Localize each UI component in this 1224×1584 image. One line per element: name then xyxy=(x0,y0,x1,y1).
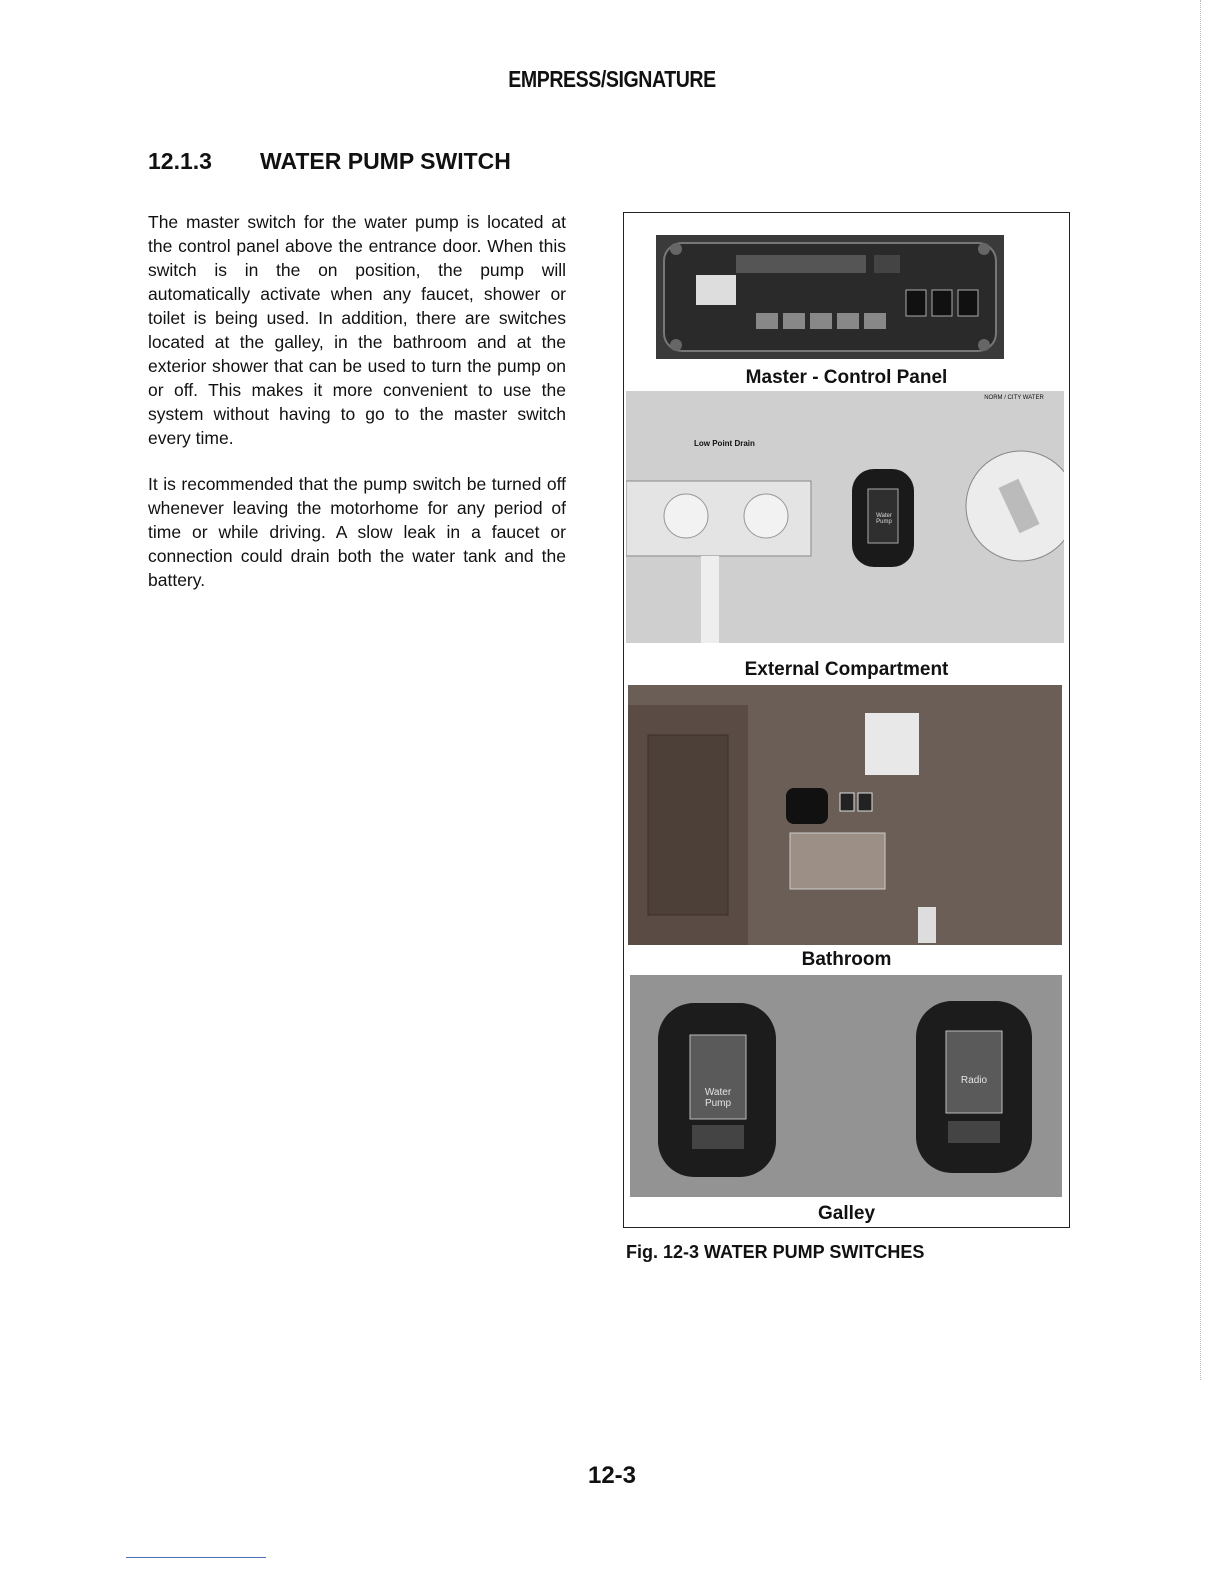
label-water-pump-switch: Water Pump xyxy=(876,513,892,525)
label-low-point-drain: Low Point Drain xyxy=(694,439,755,448)
photo-bathroom xyxy=(628,685,1062,945)
figure-caption: Fig. 12-3 WATER PUMP SWITCHES xyxy=(626,1242,925,1262)
external-compartment-image xyxy=(626,391,1064,643)
paragraph-1: The master switch for the water pump is located at the control panel above the entrance door. When this switch is in the on position, the pump will automatically activate when any faucet, shower or toilet is being used. In addition, there are switches located at the galley, in the bathroom and at the exterior shower that can be used to turn the pump on or off. This makes it more convenient to use the system without having to go to the master switch every time. xyxy=(148,212,566,448)
page-header: EMPRESS/SIGNATURE xyxy=(508,66,716,92)
galley-switch-right-label: Radio xyxy=(960,1075,988,1086)
caption-external-compartment: External Compartment xyxy=(744,659,949,680)
photo-galley xyxy=(630,975,1062,1197)
page-number: 12-3 xyxy=(587,1462,637,1489)
bathroom-image xyxy=(628,685,1062,945)
caption-master-control-panel: Master - Control Panel xyxy=(745,367,948,388)
page-edge-rule xyxy=(1200,0,1201,1380)
section-number: 12.1.3 xyxy=(148,148,212,174)
caption-galley: Galley xyxy=(817,1203,876,1224)
section-title: WATER PUMP SWITCH xyxy=(260,148,511,174)
galley-image xyxy=(630,975,1062,1197)
caption-bathroom: Bathroom xyxy=(801,949,892,970)
photo-control-panel xyxy=(656,235,1004,359)
label-fill-norm-city-water: NORM / CITY WATER xyxy=(984,395,1044,401)
photo-external-compartment xyxy=(626,391,1064,643)
figure-frame xyxy=(623,212,1070,1228)
galley-switch-left-label: Water Pump xyxy=(704,1087,732,1109)
paragraph-2: It is recommended that the pump switch be turned off whenever leaving the motorhome for any period of time or while driving. A slow leak in a faucet or connection could drain both the water tank and the battery. xyxy=(148,474,566,590)
control-panel-image xyxy=(656,235,1004,359)
footer-rule xyxy=(126,1557,266,1558)
